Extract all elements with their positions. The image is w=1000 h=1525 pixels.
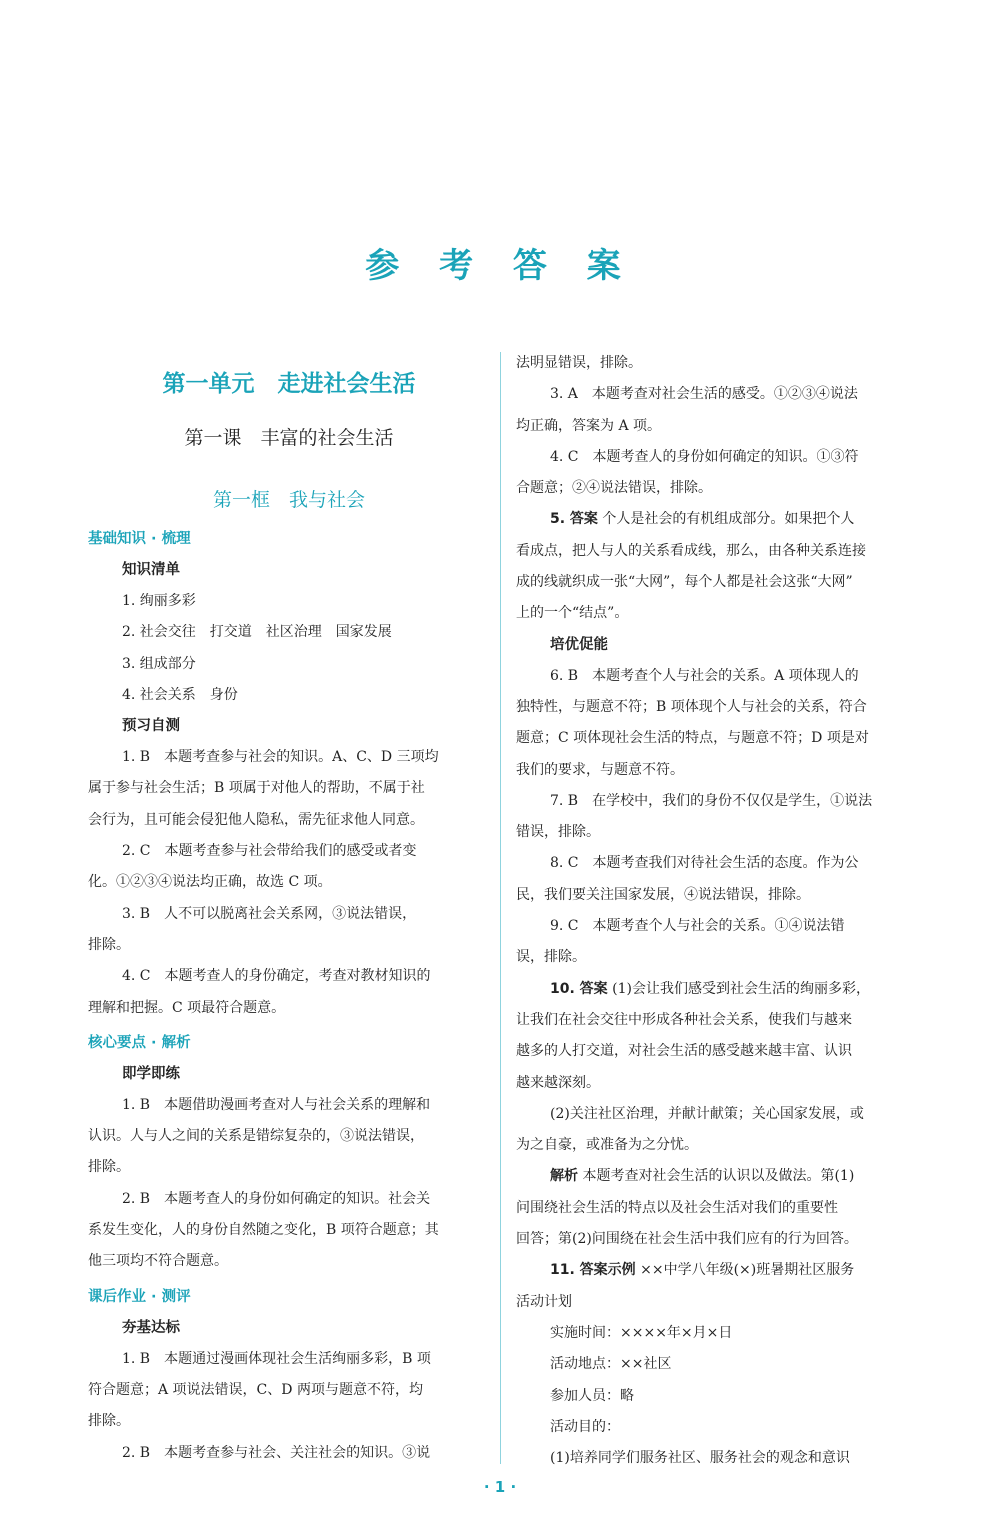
answer-line: 排除。 [88,1159,130,1176]
answer-line: 认识。人与人之间的关系是错综复杂的，③说法错误， [88,1128,424,1145]
answer-label: 解析 [550,1168,578,1185]
answer-block [516,661,912,974]
section-heading: 基础知识 · 梳理 [88,531,191,547]
answer-line: 1. B 本题借助漫画考查对人与社会关系的理解和 [122,1096,431,1113]
answer-line: 排除。 [88,936,130,953]
answer-line: 越多的人打交道，对社会生活的感受越来越丰富、认识 [516,1043,852,1060]
answer-line: 他三项均不符合题意。 [88,1253,228,1270]
column-divider [500,352,501,1464]
frame-heading: 第一框 我与社会 [212,489,365,511]
unit-heading: 第一单元 走进社会生活 [162,371,416,397]
answer-block [88,1090,490,1278]
subsection-heading: 夯基达标 [122,1319,180,1336]
subsection-heading: 预习自测 [122,718,180,735]
answer-line: 法明显错误，排除。 [516,355,642,371]
answer-line: 为之自豪，或准备为之分忧。 [516,1137,698,1154]
answer-line: 1. B 本题考查参与社会的知识。A、C、D 三项均 [122,749,439,766]
answer-line [516,1161,912,1192]
answer-line: 3. 组成部分 [122,655,196,672]
answer-line: 1. 绚丽多彩 [122,593,196,609]
subsection-heading: 培优促能 [550,636,608,653]
right-column [516,348,912,1474]
answer-line: 均正确，答案为 A 项。 [516,417,662,434]
answer-line: 属于参与社会生活；B 项属于对他人的帮助，不属于社 [88,780,425,797]
answer-line: 2. B 本题考查参与社会、关注社会的知识。③说 [122,1444,431,1461]
answer-line: 9. C 本题考查个人与社会的关系。①④说法错 [550,918,845,935]
answer-block [516,1005,912,1161]
answer-text: ××中学八年级(×)班暑期社区服务 [635,1262,855,1279]
page-number: · 1 · [483,1478,517,1496]
answer-line: 4. C 本题考查人的身份如何确定的知识。①③符 [550,448,859,465]
answer-line: 活动计划 [516,1293,572,1310]
answer-line: 7. B 在学校中，我们的身份不仅仅是学生，①说法 [550,792,873,809]
answer-line: 上的一个“结点”。 [516,605,629,622]
answer-line: 活动地点：××社区 [550,1356,672,1373]
answer-line: 2. B 本题考查人的身份如何确定的知识。社会关 [122,1190,431,1207]
answer-line: 1. B 本题通过漫画体现社会生活绚丽多彩，B 项 [122,1350,431,1367]
answer-line: 3. A 本题考查对社会生活的感受。①②③④说法 [550,386,858,403]
answer-block [516,536,912,630]
answer-line: 回答；第(2)问围绕在社会生活中我们应有的行为回答。 [516,1231,858,1248]
page-title: 参 考 答 案 [365,246,635,286]
answer-line: 看成点，把人与人的关系看成线，那么，由各种关系连接 [516,542,866,559]
answer-line: 越来越深刻。 [516,1074,600,1091]
answer-line: 化。①②③④说法均正确，故选 C 项。 [88,874,332,891]
answer-block [88,1344,490,1469]
answer-line: 独特性，与题意不符；B 项体现个人与社会的关系，符合 [516,698,867,715]
answer-line: 2. 社会交往 打交道 社区治理 国家发展 [122,624,392,641]
answer-line: 我们的要求，与题意不符。 [516,761,684,778]
answer-line: 成的线就织成一张“大网”，每个人都是社会这张“大网” [516,574,853,591]
answer-block [516,348,912,504]
left-column [88,348,490,1469]
answer-line: 会行为，且可能会侵犯他人隐私，需先征求他人同意。 [88,811,424,828]
answer-line: 实施时间：××××年×月×日 [550,1324,733,1341]
answer-line: 6. B 本题考查个人与社会的关系。A 项体现人的 [550,667,859,684]
answer-line: 4. C 本题考查人的身份确定，考查对教材知识的 [122,968,431,985]
answer-line: 合题意；②④说法错误，排除。 [516,480,712,497]
answer-text: 个人是社会的有机组成部分。如果把个人 [597,511,855,528]
answer-line: 活动目的： [550,1418,620,1435]
answer-line: 题意；C 项体现社会生活的特点，与题意不符；D 项是对 [516,730,869,747]
answer-line [516,974,912,1005]
subsection-heading: 知识清单 [122,562,180,578]
answer-line: 符合题意；A 项说法错误，C、D 两项与题意不符，均 [88,1381,423,1398]
answer-line: 错误，排除。 [516,824,600,841]
answer-line [516,1255,912,1286]
answer-line: 排除。 [88,1413,130,1430]
answer-line: (1)培养同学们服务社区、服务社会的观念和意识 [550,1450,850,1467]
answer-line: (2)关注社区治理，并献计献策；关心国家发展，或 [550,1105,864,1122]
answer-block [516,1193,912,1256]
answer-line: 参加人员：略 [550,1387,634,1404]
subsection-heading: 即学即练 [122,1065,180,1082]
answer-line: 3. B 人不可以脱离社会关系网，③说法错误， [122,905,417,922]
answer-block [88,742,490,1024]
answer-line: 误，排除。 [516,949,586,966]
answer-text: (1)会让我们感受到社会生活的绚丽多彩， [607,980,870,997]
answer-line: 让我们在社会交往中形成各种社会关系，使我们与越来 [516,1011,852,1028]
answer-line: 2. C 本题考查参与社会带给我们的感受或者变 [122,843,417,860]
answer-line [516,504,912,535]
section-heading: 课后作业 · 测评 [88,1288,191,1305]
answer-line: 理解和把握。C 项最符合题意。 [88,999,286,1016]
answer-label: 10. 答案 [550,980,608,997]
answer-label: 5. 答案 [550,511,598,528]
answer-line: 系发生变化，人的身份自然随之变化，B 项符合题意；其 [88,1222,439,1239]
answer-line: 民，我们要关注国家发展，④说法错误，排除。 [516,886,810,903]
answer-line: 问围绕社会生活的特点以及社会生活对我们的重要性 [516,1199,838,1216]
answer-line: 8. C 本题考查我们对待社会生活的态度。作为公 [550,855,859,872]
lesson-heading: 第一课 丰富的社会生活 [184,427,394,449]
section-heading: 核心要点 · 解析 [88,1034,191,1051]
answer-text: 本题考查对社会生活的认识以及做法。第(1) [578,1168,855,1185]
answer-line: 4. 社会关系 身份 [122,686,238,703]
answer-label: 11. 答案示例 [550,1262,636,1279]
answer-block [516,1287,912,1475]
